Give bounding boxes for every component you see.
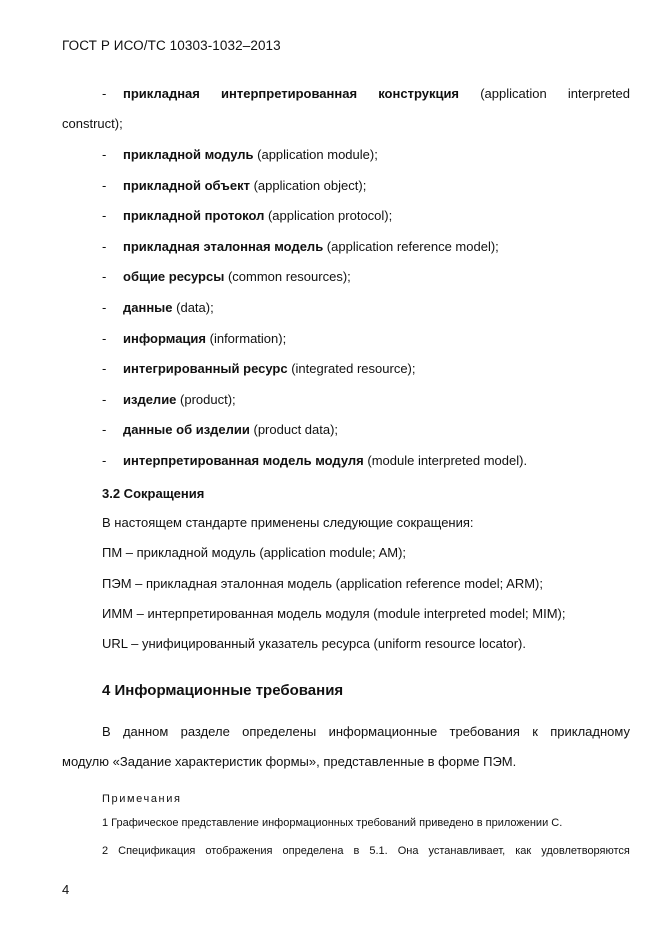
list-item [123,422,338,437]
section-4-para-line1 [102,724,630,739]
abbreviation-item: ПЭМ – прикладная эталонная модель (application reference model; ARM); [102,576,543,591]
note-word: Спецификация [118,845,196,857]
list-item [123,239,499,254]
term: прикладная эталонная модель [123,239,324,254]
term: изделие [123,392,177,407]
bullet-dash: - [102,86,107,101]
term-word: прикладная [123,86,200,101]
term-translation: (information); [206,331,287,346]
term-translation: (application protocol); [264,208,393,223]
note-word: отображения [205,845,273,857]
list-item [123,147,378,162]
term-word: интерпретированная [221,86,358,101]
note-word: Она [397,845,419,857]
bullet-dash: - [102,147,107,162]
term-translation: (data); [172,300,214,315]
para-word: разделе [180,724,230,739]
note-word: устанавливает, [428,845,506,857]
bullet-dash: - [102,239,107,254]
section-3-2-intro: В настоящем стандарте применены следующие сокращения: [102,515,474,530]
section-4-title: 4 Информационные требования [102,682,344,699]
abbreviation-item: ИММ – интерпретированная модель модуля (module interpreted model; MIM); [102,606,566,621]
para-word: информационные [328,724,438,739]
term: прикладной протокол [123,208,265,223]
list-item [123,208,392,223]
bullet-dash: - [102,361,107,376]
list-item [123,453,527,468]
bullet-dash: - [102,208,107,223]
bullet-dash: - [102,453,107,468]
first-item-continuation: construct); [62,116,123,131]
bullet-dash: - [102,392,107,407]
first-item-line [123,86,630,101]
term-translation: (common resources); [224,269,351,284]
translation-word: (application [480,86,547,101]
bullet-dash: - [102,269,107,284]
para-word: к [532,724,538,739]
term: общие ресурсы [123,269,225,284]
note-2 [102,845,630,857]
term: информация [123,331,207,346]
list-item [123,178,366,193]
abbreviation-item: ПМ – прикладной модуль (application module; AM); [102,545,407,560]
note-word: как [515,845,532,857]
list-item [123,331,286,346]
term: данные об изделии [123,422,250,437]
note-word: определена [282,845,344,857]
note-1: 1 Графическое представление информационных требований приведено в приложении C. [102,817,563,829]
note-word: в [353,845,360,857]
list-item [123,269,351,284]
para-word: определены [242,724,317,739]
term-translation: (application reference model); [323,239,499,254]
term: прикладной объект [123,178,250,193]
bullet-dash: - [102,331,107,346]
bullet-dash: - [102,422,107,437]
bullet-dash: - [102,300,107,315]
document-header: ГОСТ Р ИСО/ТС 10303-1032–2013 [62,38,281,53]
term-translation: (integrated resource); [287,361,416,376]
para-word: В [102,724,111,739]
page-number: 4 [62,882,70,897]
note-word: 2 [102,845,109,857]
translation-word: interpreted [567,86,630,101]
term-translation: (module interpreted model). [363,453,528,468]
abbreviation-item: URL – унифицированный указатель ресурса (uniform resource locator). [102,636,526,651]
list-item [123,361,416,376]
term: интегрированный ресурс [123,361,288,376]
term-word: конструкция [378,86,460,101]
term: прикладной модуль [123,147,254,162]
term-translation: (application object); [249,178,367,193]
term-translation: (product); [176,392,236,407]
note-word: 5.1. [369,845,388,857]
term: интерпретированная модель модуля [123,453,364,468]
list-item [123,300,214,315]
para-word: прикладному [550,724,630,739]
bullet-dash: - [102,178,107,193]
section-3-2-title: 3.2 Сокращения [102,486,205,501]
para-word: данном [122,724,169,739]
note-word: удовлетворяются [541,845,630,857]
section-4-para-line2: модулю «Задание характеристик формы», представленные в форме ПЭМ. [62,754,517,769]
term-translation: (application module); [253,147,378,162]
term-translation: (product data); [249,422,339,437]
list-item [123,392,236,407]
term: данные [123,300,173,315]
notes-label: Примечания [102,793,182,805]
para-word: требования [449,724,520,739]
